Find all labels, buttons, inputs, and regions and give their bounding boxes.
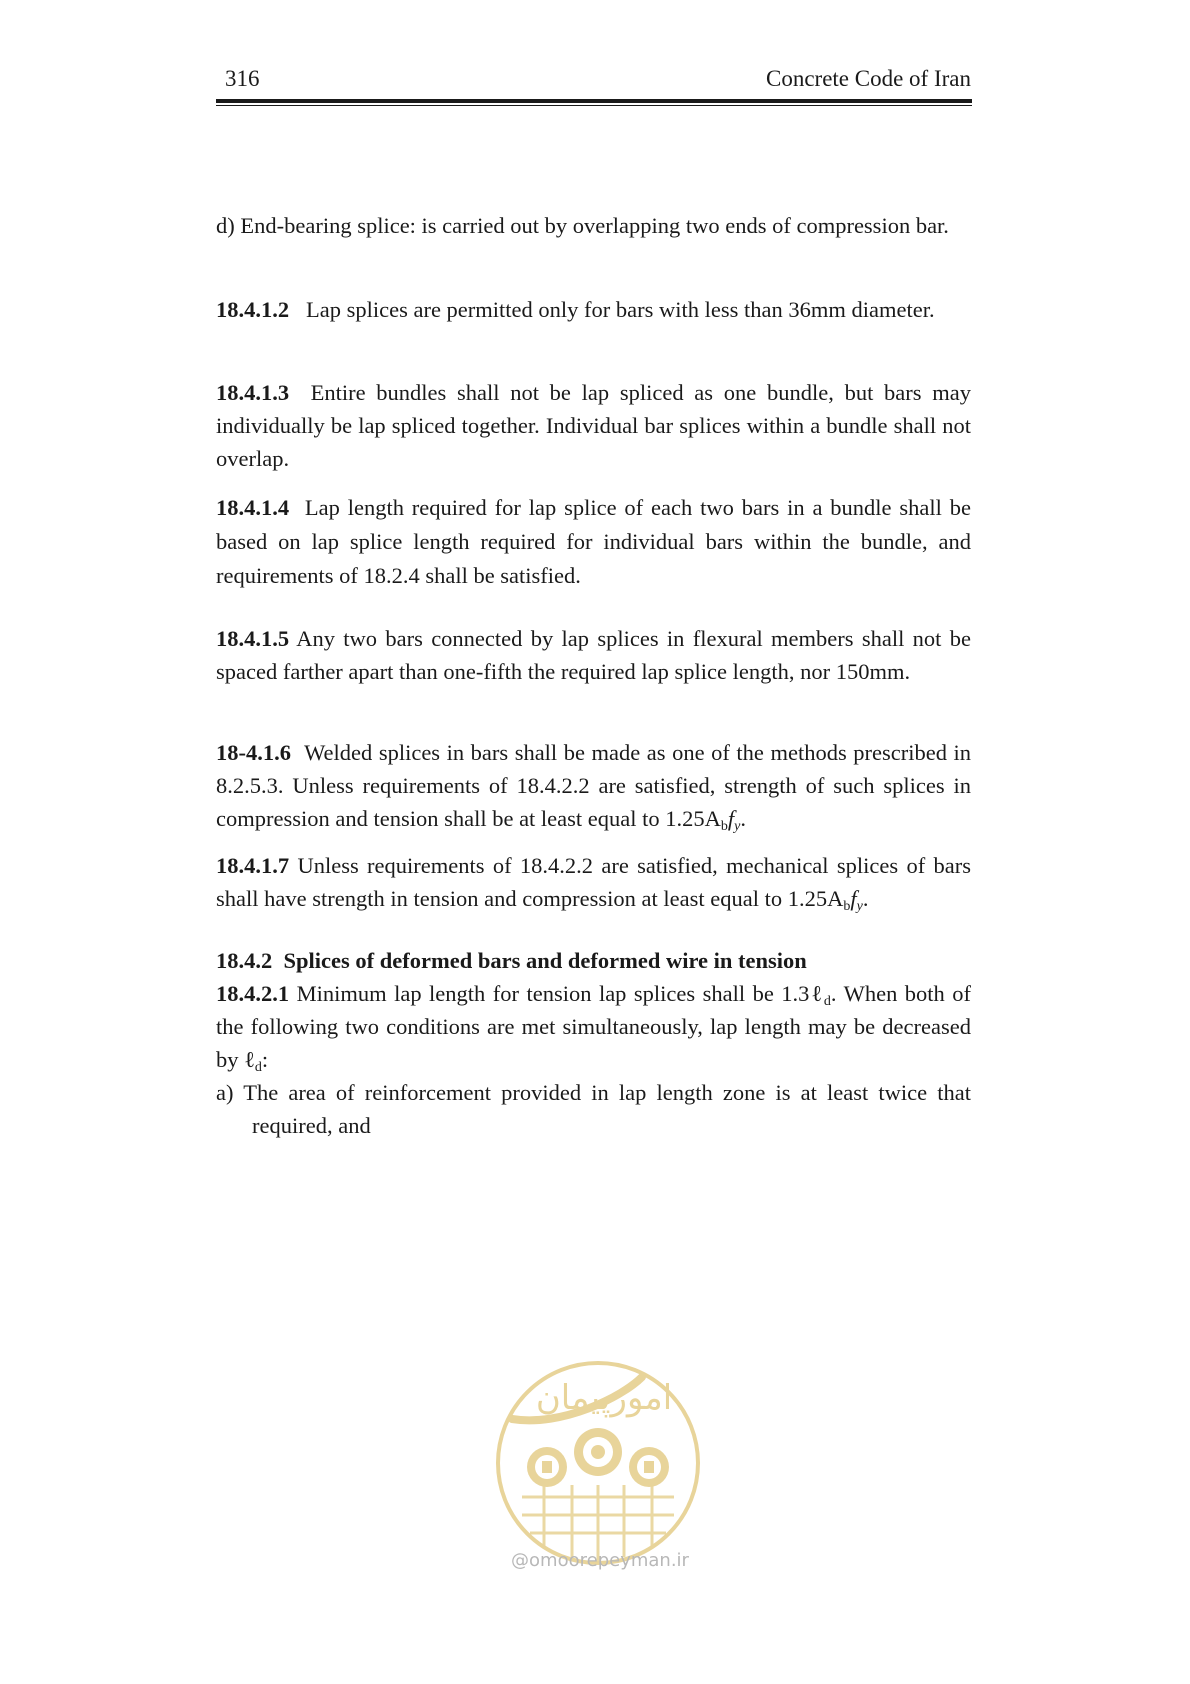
section-text: Lap length required for lap splice of each two bars in a bundle shall be based on lap splice length required for individual bars within the bundle, and requirements of 18.2.4 shall be satisfied. <box>216 495 972 588</box>
list-item-d: d) End-bearing splice: is carried out by overlapping two ends of compression bar. <box>216 213 949 238</box>
subscript-d: d <box>823 994 831 1009</box>
section-text: Welded splices in bars shall be made as one of the methods prescribed in 8.2.5.3. Unless requirements of 18.4.2.2 are satisfied, strength of such splices in compression and tension shall be at least equal to 1.25A <box>216 740 972 831</box>
section-text: Lap splices are permitted only for bars with less than 36mm diameter. <box>306 297 935 322</box>
section-heading: 18.4.2 Splices of deformed bars and deformed wire in tension <box>216 948 807 973</box>
italic-f: f <box>850 886 857 911</box>
section-text: Any two bars connected by lap splices in flexural members shall not be spaced farther apart than one-fifth the required lap splice length, nor 150mm. <box>216 626 971 684</box>
period: . <box>740 806 746 831</box>
section-number: 18.4.1.3 <box>216 380 290 405</box>
section-number: 18.4.1.7 <box>216 853 290 878</box>
period: . <box>862 886 869 911</box>
subscript-b: b <box>720 819 728 834</box>
section-text-1: Minimum lap length for tension lap splices shall be 1.3ℓ <box>296 981 824 1006</box>
subscript-d: d <box>254 1060 262 1075</box>
watermark-logo <box>492 1357 704 1569</box>
section-18-4-1-5 <box>216 622 971 688</box>
logo-text: امورپیمان <box>535 1378 673 1418</box>
subscript-y: y <box>856 899 863 914</box>
section-18-4-1-3 <box>216 376 971 475</box>
watermark-url: @omoorepeyman.ir <box>511 1550 689 1571</box>
section-18-4-1-4 <box>216 491 971 593</box>
section-18-4-2 <box>216 944 971 1142</box>
section-18-4-1-6 <box>216 736 971 835</box>
subscript-b: b <box>843 899 851 914</box>
list-item-a: a) The area of reinforcement provided in lap length zone is at least twice that required, and <box>216 1080 971 1138</box>
section-text-2: . When both of the following two conditions are met simultaneously, lap length may be decreased by ℓ <box>216 981 972 1072</box>
header-rule-thick <box>216 99 972 103</box>
d-item-paragraph <box>216 209 971 242</box>
section-number: 18.4.1.5 <box>216 626 290 651</box>
header-rule-thin <box>216 105 972 106</box>
section-text: Entire bundles shall not be lap spliced as one bundle, but bars may individually be lap spliced together. Individual bar splices within a bundle shall not overlap. <box>216 380 971 471</box>
section-number: 18-4.1.6 <box>216 740 291 765</box>
page-number: 316 <box>225 66 260 91</box>
italic-f: f <box>727 806 735 831</box>
section-18-4-1-7 <box>216 849 971 915</box>
running-title: Concrete Code of Iran <box>765 66 971 91</box>
section-18-4-1-2 <box>216 293 971 326</box>
colon: : <box>261 1047 269 1072</box>
section-text: Unless requirements of 18.4.2.2 are satisfied, mechanical splices of bars shall have strength in tension and compression at least equal to 1.25A <box>216 853 972 911</box>
subscript-y: y <box>734 819 741 834</box>
section-number: 18.4.1.2 <box>216 297 290 322</box>
section-number: 18.4.2.1 <box>216 981 290 1006</box>
section-number: 18.4.1.4 <box>216 495 290 520</box>
